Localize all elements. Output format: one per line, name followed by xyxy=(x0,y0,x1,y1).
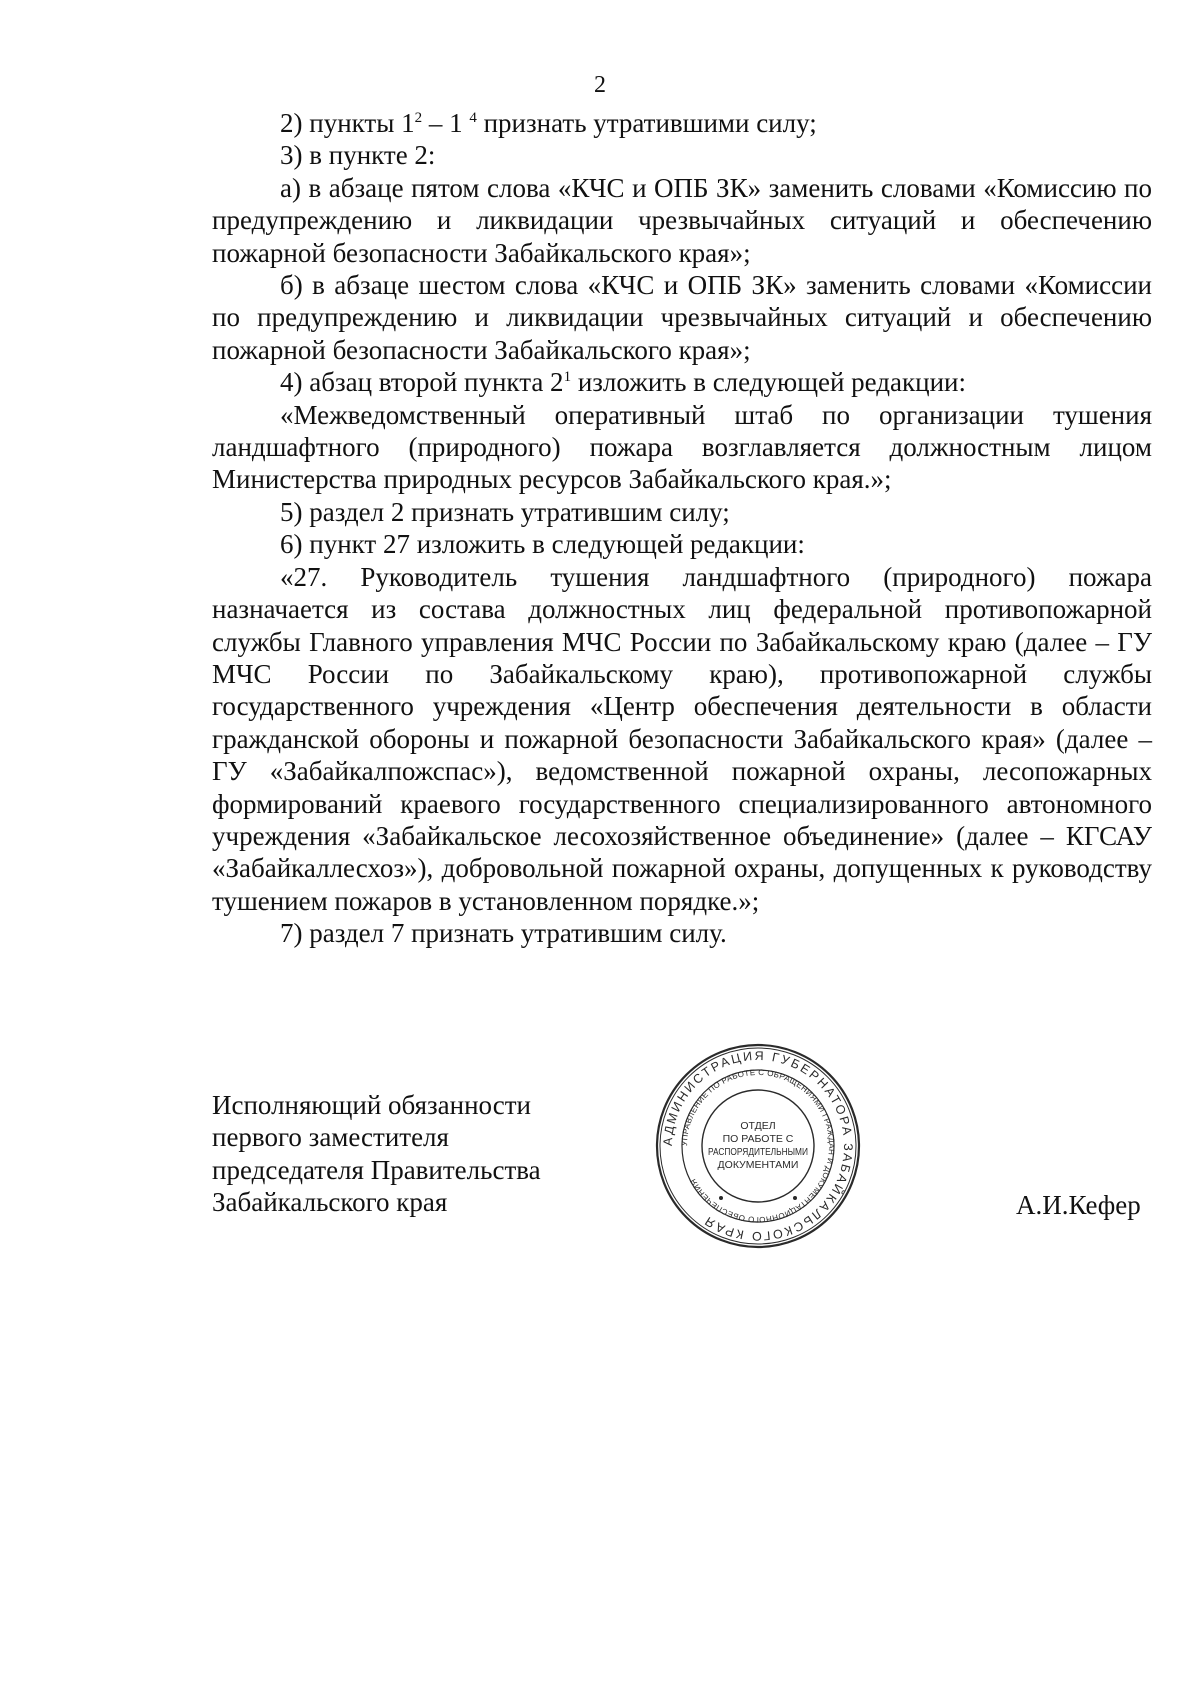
item-3a: а) в абзаце пятом слова «КЧС и ОПБ ЗК» заменить словами «Комиссию по предупреждению и ликвидации чрезвычайных ситуаций и обеспечению пожарной безопасности Забайкальского края»; xyxy=(212,172,1152,268)
stamp-outer-ring-text: АДМИНИСТРАЦИЯ ГУБЕРНАТОРА ЗАБАЙКАЛЬСКОГО КРАЯ xyxy=(660,1048,856,1244)
stamp-center-line: ОТДЕЛ xyxy=(740,1120,776,1132)
official-stamp xyxy=(652,1040,864,1252)
signer-position-line: Забайкальского края xyxy=(212,1187,448,1218)
item-2 xyxy=(212,107,1152,139)
signer-position-line: Исполняющий обязанности xyxy=(212,1090,531,1120)
signer-name: А.И.Кефер xyxy=(1016,1190,1141,1220)
item-6-quote: «27. Руководитель тушения ландшафтного (природного) пожара назначается из состава должностных лиц федеральной противопожарной службы Главного управления МЧС России по Забайкальскому краю (далее – ГУ МЧС России по Забайкальскому краю), противопожарной службы государственного учреждения «Центр обеспечения деятельности в области гражданской обороны и пожарной безопасности Забайкальского края» (далее – ГУ «Забайкалпожспас»), ведомственной пожарной охраны, лесопожарных формирований краевого государственного специализированного автономного учреждения «Забайкальское лесохозяйственное объединение» (далее – КГСАУ «Забайкаллесхоз»), добровольной пожарной охраны, допущенных к руководству тушением пожаров в установленном порядке.»; xyxy=(212,561,1152,916)
signer-position-line: председателя Правительства xyxy=(212,1154,541,1185)
item-4-text: 4) абзац второй пункта 2 xyxy=(280,367,564,398)
item-2-superscript-b: 4 xyxy=(469,110,477,126)
item-7: 7) раздел 7 признать утратившим силу. xyxy=(280,918,727,949)
signer-position-line: первого заместителя xyxy=(212,1122,449,1153)
item-2-text: 2) пункты 1 xyxy=(280,108,415,138)
page-number: 2 xyxy=(594,72,606,98)
stamp-center-line: ДОКУМЕНТАМИ xyxy=(717,1159,799,1171)
item-2-superscript-a: 2 xyxy=(414,110,423,126)
signer-position xyxy=(212,1089,541,1219)
stamp-seal-graphic xyxy=(652,1040,864,1252)
item-2-tail: признать утратившими силу; xyxy=(476,108,817,138)
item-4-tail: изложить в следующей редакции: xyxy=(571,367,966,398)
stamp-center-line: РАСПОРЯДИТЕЛЬНЫМИ xyxy=(708,1147,808,1158)
item-3: 3) в пункте 2: xyxy=(280,140,436,171)
item-4 xyxy=(212,366,1152,398)
item-4-quote: «Межведомственный оперативный штаб по организации тушения ландшафтного (природного) пожара возглавляется должностным лицом Министерства природных ресурсов Забайкальского края.»; xyxy=(212,399,1152,495)
item-5: 5) раздел 2 признать утратившим силу; xyxy=(280,496,730,527)
document-body xyxy=(212,107,1152,950)
item-6: 6) пункт 27 изложить в следующей редакции: xyxy=(280,529,805,560)
stamp-center-line: ПО РАБОТЕ С xyxy=(722,1133,794,1145)
stamp-inner-ring-text: УПРАВЛЕНИЕ ПО РАБОТЕ С ОБРАЩЕНИЯМИ ГРАЖДАН И ДОКУМЕНТАЦИОННОГО ОБЕСПЕЧЕНИЯ xyxy=(679,1067,837,1225)
item-2-dash: – 1 xyxy=(422,108,470,138)
item-3b: б) в абзаце шестом слова «КЧС и ОПБ ЗК» заменить словами «Комиссии по предупреждению и ликвидации чрезвычайных ситуаций и обеспечению пожарной безопасности Забайкальского края»; xyxy=(212,270,1152,365)
item-4-superscript: 1 xyxy=(563,369,572,386)
